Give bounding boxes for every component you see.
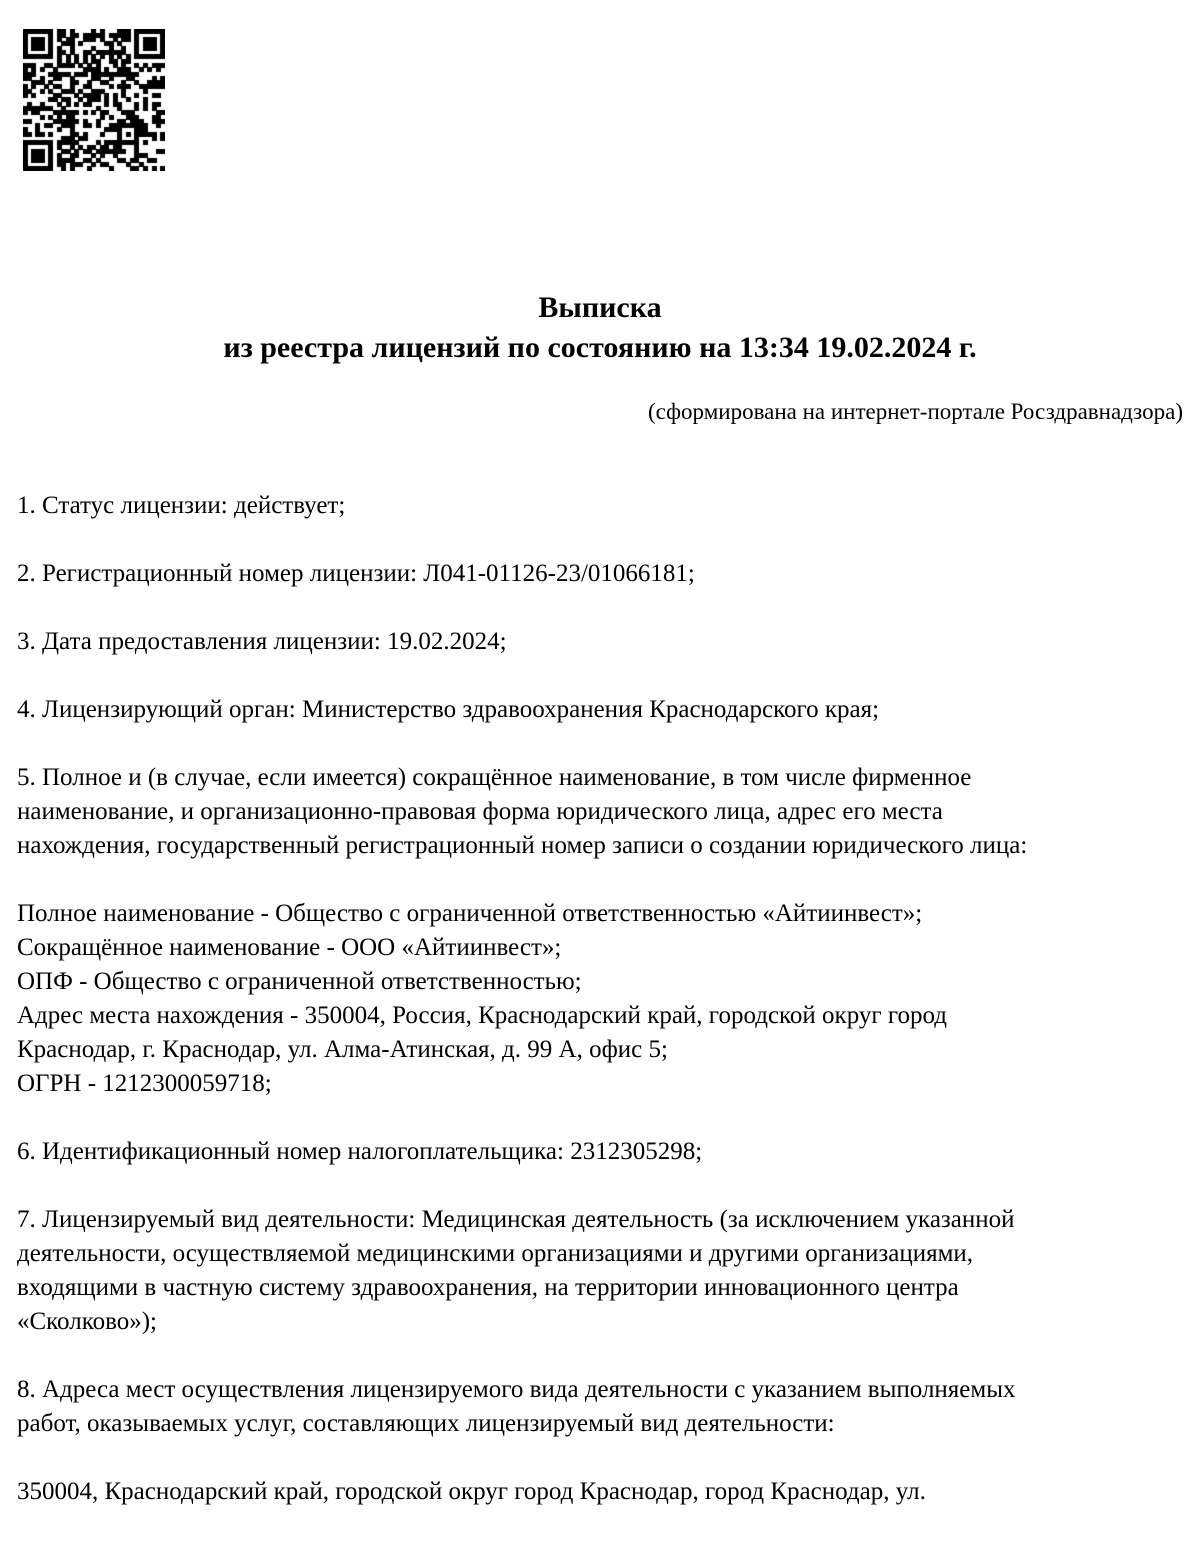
paragraph-line: ОГРН - 1212300059718; (17, 1070, 272, 1097)
paragraph-line: 5. Полное и (в случае, если имеется) сокращённое наименование, в том числе фирменное (17, 764, 972, 791)
paragraph-line: нахождения, государственный регистрационный номер записи о создании юридического лица: (17, 832, 1028, 859)
paragraph-line: Адрес места нахождения - 350004, Россия, Краснодарский край, городской округ город (17, 1002, 947, 1029)
qr-code-image (23, 29, 165, 171)
paragraph (17, 897, 1183, 1101)
page-title (0, 0, 1200, 368)
paragraph (17, 557, 1183, 591)
paragraph-line: работ, оказываемых услуг, составляющих лицензируемый вид деятельности: (17, 1410, 835, 1437)
paragraph (17, 1135, 1183, 1169)
qr-code (23, 29, 165, 171)
paragraph-line: входящими в частную систему здравоохранения, на территории инновационного центра (17, 1274, 959, 1301)
page-title-line1: Выписка (538, 291, 662, 324)
paragraph-line: Краснодар, г. Краснодар, ул. Алма-Атинская, д. 99 А, офис 5; (17, 1036, 668, 1063)
paragraph (17, 1475, 1183, 1509)
paragraph (17, 625, 1183, 659)
paragraph-line: наименование, и организационно-правовая форма юридического лица, адрес его места (17, 798, 943, 825)
paragraph (17, 1203, 1183, 1339)
paragraph-line: 4. Лицензирующий орган: Министерство здравоохранения Краснодарского края; (17, 696, 880, 723)
paragraph-line: Полное наименование - Общество с ограниченной ответственностью «Айтиинвест»; (17, 900, 923, 927)
paragraph-line: 350004, Краснодарский край, городской округ город Краснодар, город Краснодар, ул. (17, 1478, 926, 1505)
paragraph-line: Сокращённое наименование - ООО «Айтиинвест»; (17, 934, 562, 961)
paragraph-line: 2. Регистрационный номер лицензии: Л041-01126-23/01066181; (17, 560, 695, 587)
paragraph-line: 3. Дата предоставления лицензии: 19.02.2024; (17, 628, 507, 655)
page-title-line2: из реестра лицензий по состоянию на 13:34 19.02.2024 г. (223, 331, 977, 364)
paragraph-line: 7. Лицензируемый вид деятельности: Медицинская деятельность (за исключением указанной (17, 1206, 1015, 1233)
paragraph-line: 6. Идентификационный номер налогоплательщика: 2312305298; (17, 1138, 703, 1165)
paragraph-line: ОПФ - Общество с ограниченной ответственностью; (17, 968, 582, 995)
paragraph-line: «Сколково»); (17, 1308, 157, 1335)
paragraph-line: 8. Адреса мест осуществления лицензируемого вида деятельности с указанием выполняемых (17, 1376, 1016, 1403)
paragraphs (0, 489, 1200, 1509)
paragraph-line: 1. Статус лицензии: действует; (17, 492, 346, 519)
page-subtitle: (сформирована на интернет-портале Росздравнадзора) (648, 399, 1183, 424)
paragraph (17, 1373, 1183, 1441)
paragraph (17, 489, 1183, 523)
paragraph (17, 761, 1183, 863)
paragraph (17, 693, 1183, 727)
paragraph-line: деятельности, осуществляемой медицинскими организациями и другими организациями, (17, 1240, 974, 1267)
